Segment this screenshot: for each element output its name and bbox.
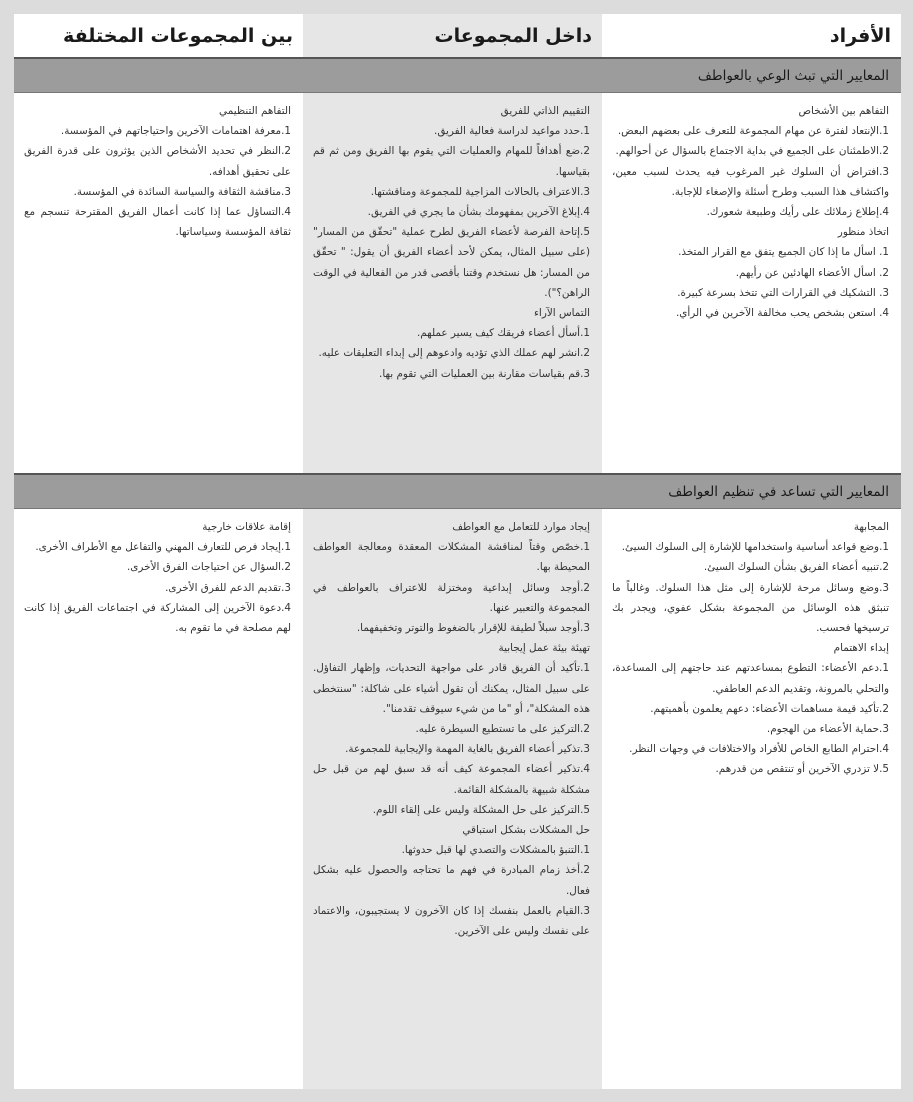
subheading: تهيئة بيئة عمل إيجابية [498,642,590,655]
section-2-title: المعايير التي تساعد في تنظيم العواطف [668,483,889,500]
list-item: 3.تذكير أعضاء الفريق بالغاية المهمة والإيجابية للمجموعة. [345,743,590,756]
list-item: 3.الاعتراف بالحالات المزاجية للمجموعة ومناقشتها. [370,185,590,198]
list-item: 3.قم بقياسات مقارنة بين العمليات التي تقوم بها. [379,367,590,380]
header-within: داخل المجموعات [434,24,592,47]
section-1-between [14,93,303,473]
header-within-cell [303,14,602,57]
subheading: حل المشكلات بشكل استباقي [462,824,590,837]
list-item: 2.السؤال عن احتياجات الفرق الأخرى. [126,561,291,574]
list-item: 2.الاطمئنان على الجميع في بداية الاجتماع بالسؤال عن أحوالهم. [615,145,889,158]
list-item: 1.معرفة اهتمامات الآخرين واحتياجاتهم في المؤسسة. [60,125,291,138]
section-1-band [14,57,901,93]
section-2-within [303,509,602,1089]
list-item: 1. اسأل ما إذا كان الجميع يتفق مع القرار المتخذ. [678,246,889,259]
list-item: 3.افتراض أن السلوك غير المرغوب فيه يحدث لسبب معين، واكتشاف هذا السبب وطرح أسئلة والإصغاء للإجابة. [612,165,889,198]
list-item: 1.دعم الأعضاء: التطوع بمساعدتهم عند حاجتهم إلى المساعدة، والتحلي بالمرونة، وتقديم الدعم العاطفي. [612,662,889,695]
list-item: 5.لا تزدري الآخرين أو تنتقص من قدرهم. [715,763,889,776]
list-item: 4.إبلاغ الآخرين بمفهومك بشأن ما يجري في الفريق. [367,206,590,219]
header-individuals-cell [602,14,901,57]
section-1-within [303,93,602,473]
header-individuals: الأفراد [829,24,891,47]
list-item: 4. استعن بشخص يحب مخالفة الآخرين في الرأي. [675,307,889,320]
section-2-between [14,509,303,1089]
subheading: إقامة علاقات خارجية [202,521,291,533]
section-1-individuals [602,93,901,473]
subheading: اتخاذ منظور [837,226,889,239]
list-item: 4.إطلاع زملائك على رأيك وطبيعة شعورك. [706,206,889,219]
list-item: 5.التركيز على حل المشكلة وليس على إلقاء اللوم. [372,803,590,816]
section-2-individuals [602,509,901,1089]
subheading: إيجاد موارد للتعامل مع العواطف [452,521,590,533]
header-between: بين المجموعات المختلفة [63,24,293,47]
list-item: 3. التشكيك في القرارات التي تتخذ بسرعة كبيرة. [677,286,889,299]
list-item: 1.خصّص وقتاً لمناقشة المشكلات المعقدة ومعالجة العواطف المحيطة بها. [313,541,590,574]
subheading: التقييم الذاتي للفريق [500,105,590,117]
list-item: 1.الإنتعاد لفترة عن مهام المجموعة للتعرف على بعضهم البعض. [617,125,889,138]
list-item: 3.مناقشة الثقافة والسياسة السائدة في المؤسسة. [73,185,291,198]
subheading: إبداء الاهتمام [833,642,889,655]
list-item: 4.دعوة الآخرين إلى المشاركة في اجتماعات الفريق إذا كانت لهم مصلحة في ما تقوم به. [24,601,291,635]
list-item: 2.تنبيه أعضاء الفريق بشأن السلوك السيئ. [703,561,889,574]
list-item: 1.التنبؤ بالمشكلات والتصدي لها قبل حدوثها. [401,844,590,857]
list-item: 3.أوجد سبلاً لطيفة للإقرار بالضغوط والتوتر وتخفيفهما. [356,622,590,635]
list-item: 3.القيام بالعمل بنفسك إذا كان الآخرون لا يستجيبون، والاعتماد على نفسك وليس على الآخرين. [313,904,590,938]
list-item: 1.أسأل أعضاء فريقك كيف يسير عملهم. [416,327,590,340]
section-2-band [14,473,901,509]
list-item: 5.إتاحة الفرصة لأعضاء الفريق لطرح عملية "تحقّق من المسار" (على سبيل المثال، يمكن لأحد أعضاء الفريق أن يقول: " تحقّق من المسار: هل نستخدم وقتنا بأقصى قدر من الفعالية في الوقت الراهن؟"). [313,226,590,299]
list-item: 2.النظر في تحديد الأشخاص الذين يؤثرون على قدرة الفريق على تحقيق أهدافه. [24,145,291,178]
list-item: 2.أخذ زمام المبادرة في فهم ما تحتاجه والحصول عليه بشكل فعال. [313,864,590,897]
list-item: 2.انشر لهم عملك الذي تؤديه وادعوهم إلى إبداء التعليقات عليه. [318,347,590,360]
subheading: التفاهم بين الأشخاص [798,105,889,117]
list-item: 2. اسأل الأعضاء الهادئين عن رأيهم. [735,266,889,279]
list-item: 4.تذكير أعضاء المجموعة كيف أنه قد سبق لهم من قبل حل مشكلة شبيهة بالمشكلة القائمة. [313,763,590,796]
list-item: 2.ضع أهدافاً للمهام والعمليات التي يقوم بها الفريق ومن ثم قم بقياسها. [313,145,590,178]
subheading: التفاهم التنظيمي [219,105,291,117]
list-item: 3.حماية الأعضاء من الهجوم. [766,723,889,736]
list-item: 3.وضع وسائل مرحة للإشارة إلى مثل هذا السلوك. وغالباً ما تنبثق هذه الوسائل من المجموعة بشكل عفوي، ويجدر بك ترسيخها فحسب. [612,581,889,635]
header-between-cell [14,14,303,57]
list-item: 4.احترام الطابع الخاص للأفراد والاختلافات في وجهات النظر. [629,743,889,756]
list-item: 1.إيجاد فرص للتعارف المهني والتفاعل مع الأطراف الأخرى. [35,541,291,554]
list-item: 2.أوجد وسائل إبداعية ومختزلة للاعتراف بالعواطف في المجموعة والتعبير عنها. [313,581,590,614]
subheading: المجابهة [853,521,889,533]
list-item: 3.تقديم الدعم للفرق الأخرى. [165,581,291,594]
section-1-title: المعايير التي تبث الوعي بالعواطف [697,67,889,84]
list-item: 1.وضع قواعد أساسية واستخدامها للإشارة إلى السلوك السيئ. [621,541,889,554]
list-item: 1.حدد مواعيد لدراسة فعالية الفريق. [434,125,590,138]
list-item: 2.التركيز على ما تستطيع السيطرة عليه. [415,723,590,736]
subheading: التماس الآراء [534,307,590,320]
list-item: 1.تأكيد أن الفريق قادر على مواجهة التحديات، وإظهار التفاؤل. على سبيل المثال، يمكنك أن تقول أشياء على شاكلة: "سنتخطى هذه المشكلة"، أو "ما من شيء سيوقف تقدمنا". [313,662,590,715]
list-item: 4.التساؤل عما إذا كانت أعمال الفريق المقترحة تنسجم مع ثقافة المؤسسة وسياساتها. [24,206,291,239]
list-item: 2.تأكيد قيمة مساهمات الأعضاء: دعهم يعلمون بأهميتهم. [650,702,889,715]
